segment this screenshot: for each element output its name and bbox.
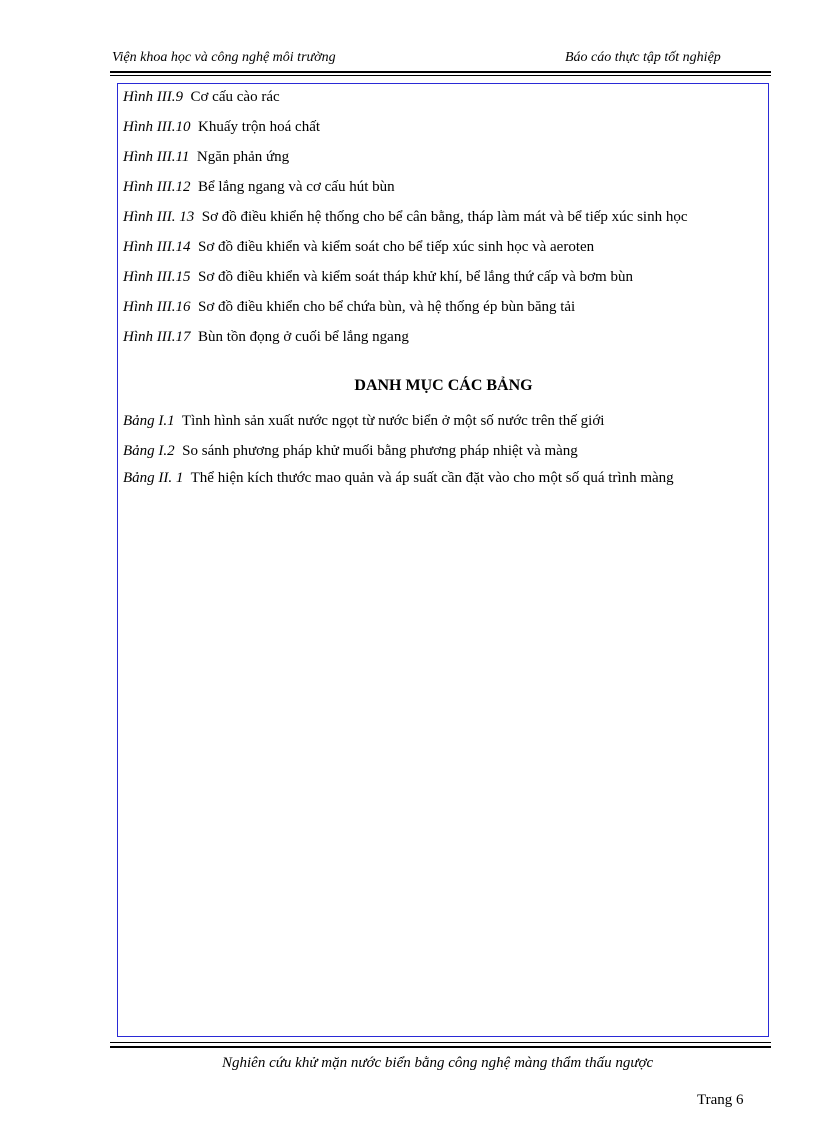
figure-entry — [123, 295, 764, 319]
figure-caption: Sơ đồ điều khiển và kiểm soát tháp khử khí, bể lắng thứ cấp và bơm bùn — [198, 269, 633, 285]
table-entry — [123, 439, 764, 463]
header-divider-thin — [110, 75, 771, 76]
table-entry — [123, 469, 764, 488]
tables-section-title: DANH MỤC CÁC BẢNG — [354, 377, 533, 394]
table-entry — [123, 409, 764, 433]
figure-entry — [123, 325, 764, 349]
table-caption: Tình hình sản xuất nước ngọt từ nước biển ở một số nước trên thế giới — [181, 413, 605, 429]
table-caption: Thể hiện kích thước mao quản và áp suất cần đặt vào cho một số quá trình màng — [190, 470, 674, 486]
figure-caption: Khuấy trộn hoá chất — [198, 119, 321, 135]
page-content — [123, 85, 764, 494]
figure-ref: Hình III.16 — [123, 299, 191, 315]
table-ref: Bảng II. 1 — [123, 470, 184, 486]
figure-caption: Sơ đồ điều khiển cho bể chứa bùn, và hệ thống ép bùn băng tải — [198, 299, 576, 315]
figure-caption: Sơ đồ điều khiển hệ thống cho bể cân bằng, tháp làm mát và bể tiếp xúc sinh học — [201, 209, 688, 225]
figure-ref: Hình III. 13 — [123, 209, 195, 225]
figure-caption: Bùn tồn đọng ở cuối bể lắng ngang — [198, 329, 409, 345]
figure-entry — [123, 205, 764, 229]
figure-caption: Cơ cấu cào rác — [190, 89, 280, 105]
header-divider — [110, 71, 771, 73]
figure-entry — [123, 115, 764, 139]
figure-entry — [123, 265, 764, 289]
figure-entry — [123, 175, 764, 199]
footer-divider — [110, 1046, 771, 1048]
figure-caption: Sơ đồ điều khiển và kiểm soát cho bể tiếp xúc sinh học và aeroten — [198, 239, 595, 255]
header-report-type: Báo cáo thực tập tốt nghiệp — [565, 50, 721, 65]
figure-caption: Ngăn phản ứng — [196, 149, 290, 165]
figure-ref: Hình III.11 — [123, 149, 190, 165]
figure-ref: Hình III.10 — [123, 119, 191, 135]
header-institute: Viện khoa học và công nghệ môi trường — [112, 50, 336, 65]
figure-entry — [123, 85, 764, 109]
figure-entry — [123, 145, 764, 169]
figure-caption: Bể lắng ngang và cơ cấu hút bùn — [198, 179, 395, 195]
page-number: Trang 6 — [697, 1092, 744, 1108]
figure-entry — [123, 235, 764, 259]
footer-thesis-title: Nghiên cứu khử mặn nước biển bằng công nghệ màng thẩm thấu ngược — [222, 1055, 654, 1071]
figure-ref: Hình III.14 — [123, 239, 191, 255]
figure-ref: Hình III.17 — [123, 329, 191, 345]
figure-ref: Hình III.12 — [123, 179, 191, 195]
table-ref: Bảng I.2 — [123, 443, 175, 459]
table-caption: So sánh phương pháp khử muối bằng phương pháp nhiệt và màng — [182, 443, 578, 459]
table-list — [123, 409, 764, 488]
figure-ref: Hình III.9 — [123, 89, 183, 105]
figure-list — [123, 85, 764, 349]
figure-ref: Hình III.15 — [123, 269, 191, 285]
table-ref: Bảng I.1 — [123, 413, 175, 429]
footer-divider-thin — [110, 1042, 771, 1043]
